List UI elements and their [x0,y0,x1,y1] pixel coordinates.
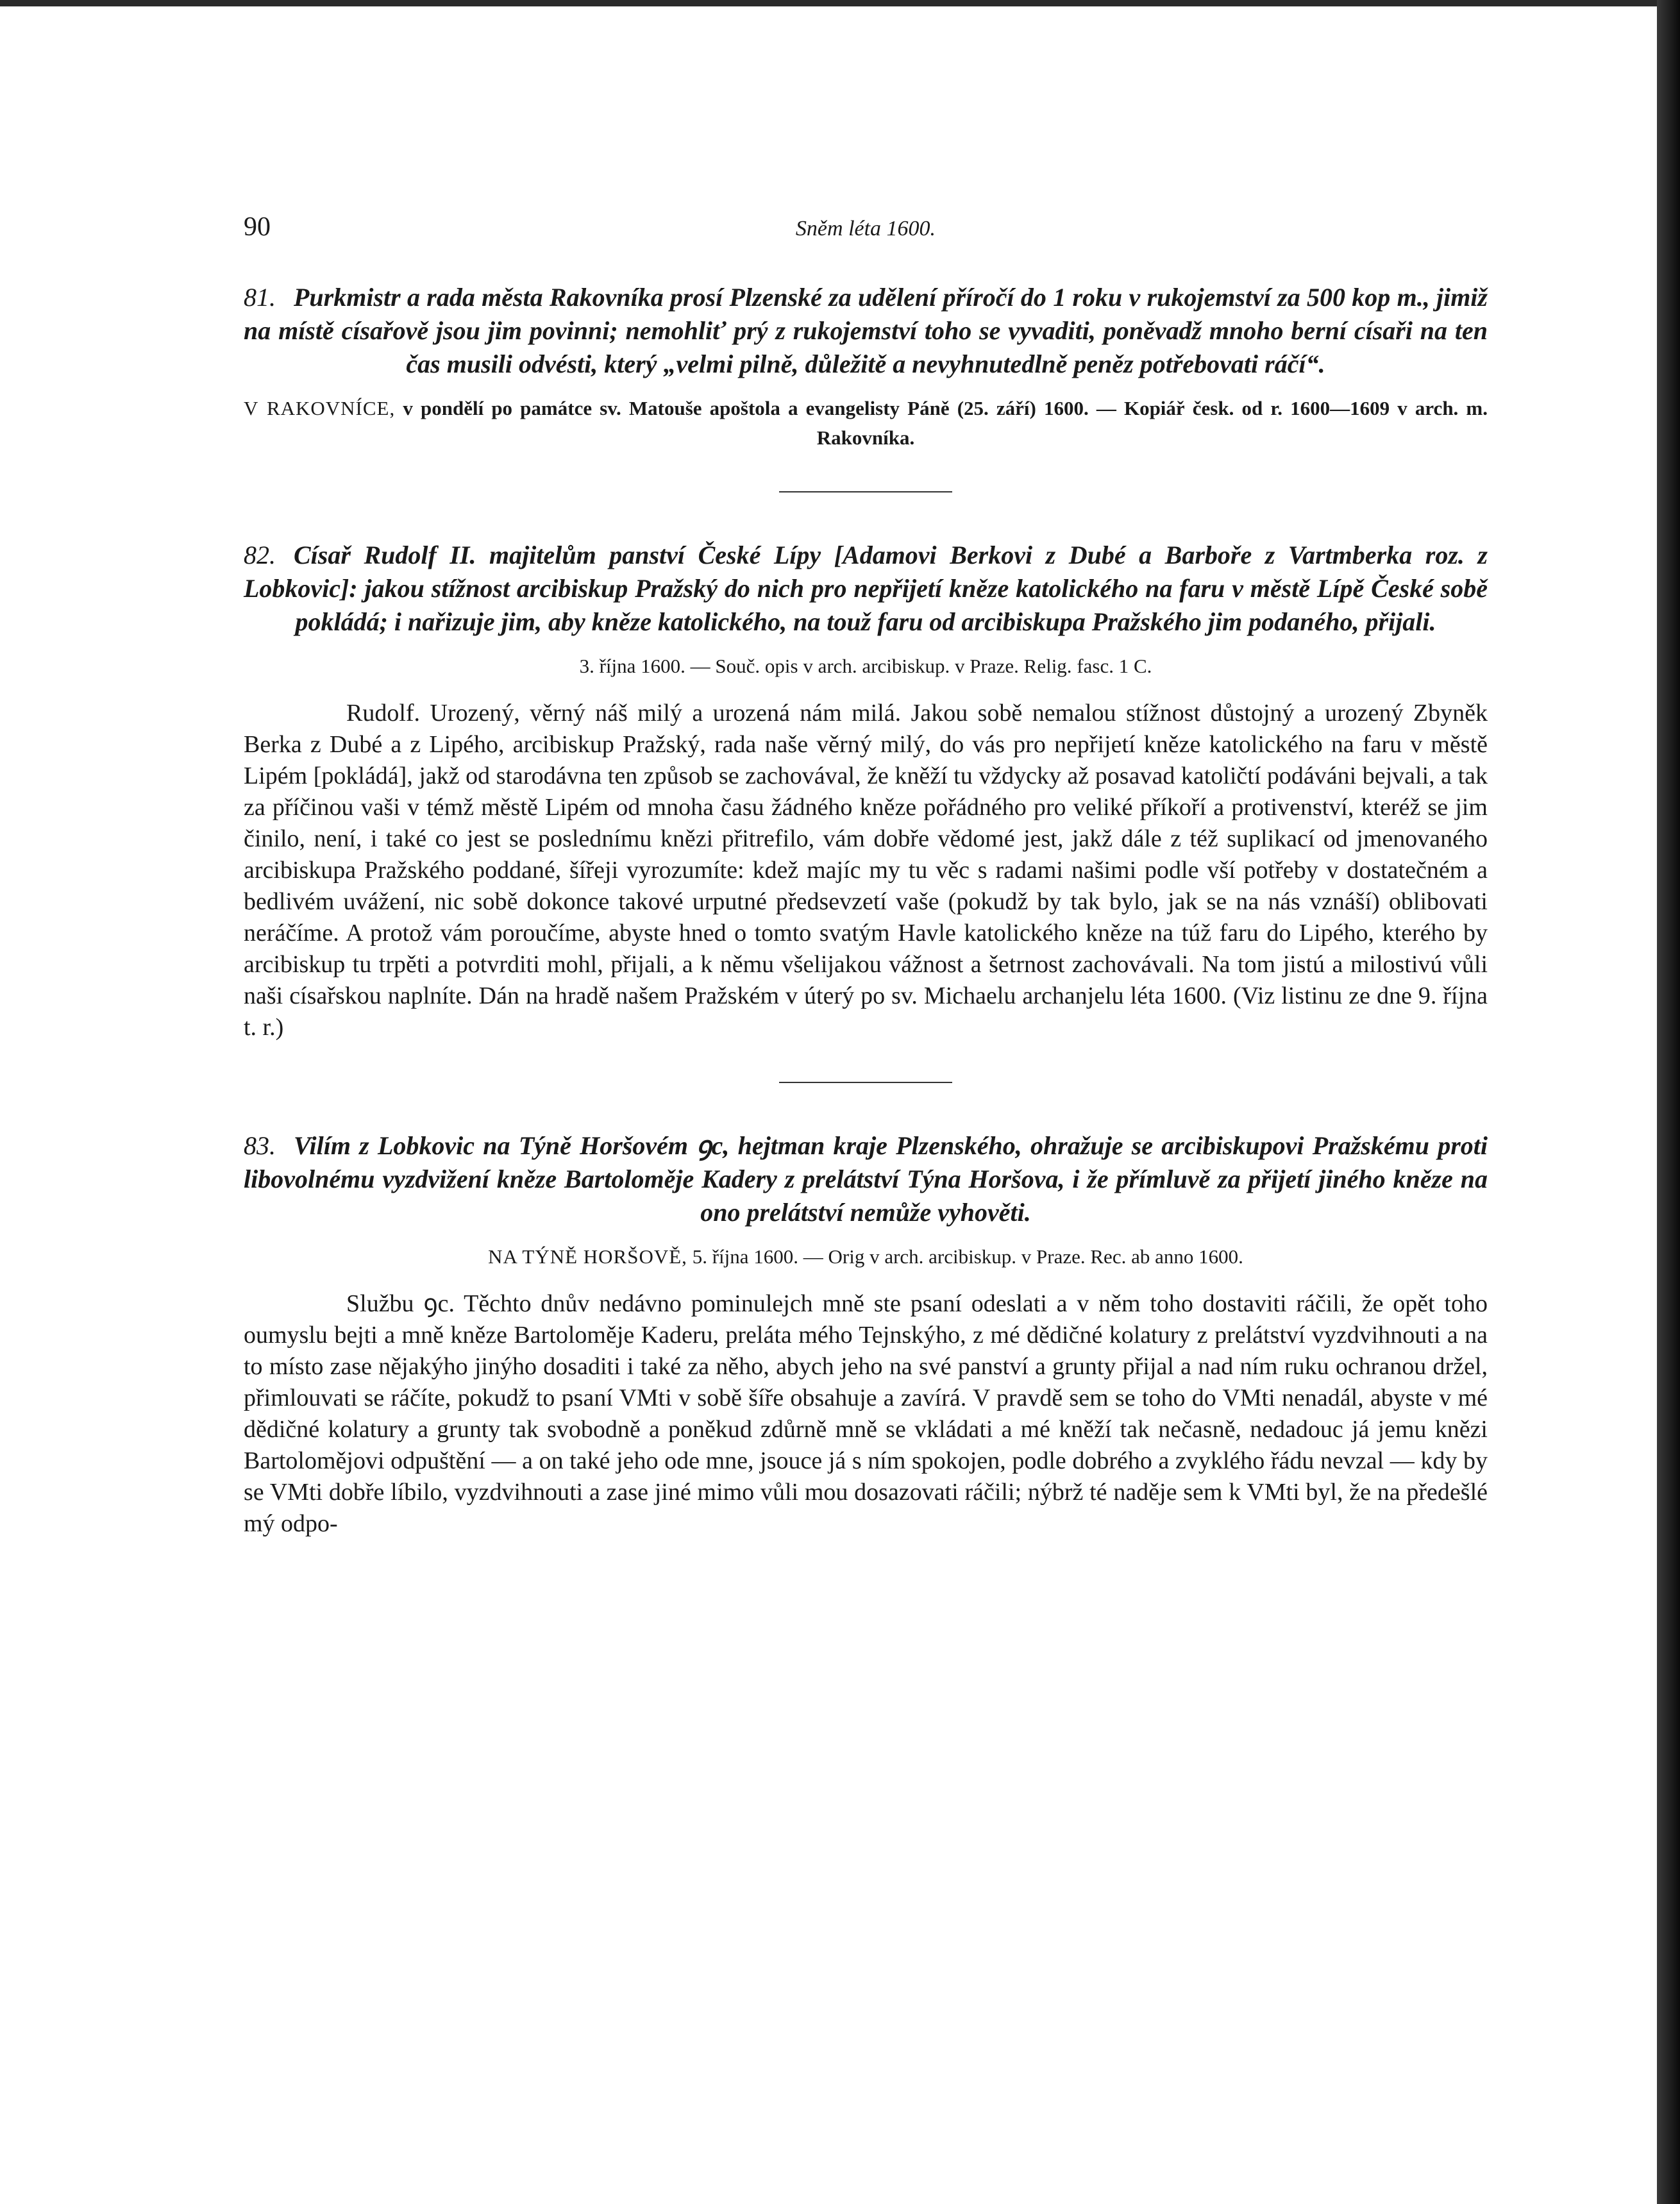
document-body: Rudolf. Urozený, věrný náš milý a urozená nám milá. Jakou sobě nemalou stížnost důstojný a urozený Zbyněk Berka z Dubé a z Lipého, arcibiskup Pražský, rada naše věrný milý, do vás pro nepřijetí kněze katolického na faru v městě Lipém [pokládá], jakž od starodávna ten způsob se zachovával, že kněží tu vždycky až posavad katoličtí podáváni bejvali, a tak za příčinou vaši v témž městě Lipém od mnoha času žádného kněze pořádného pro veliké příkoří a protivenství, kteréž se jim činilo, není, i také co jest se poslednímu knězi přitrefilo, vám dobře vědomé jest, jakž dále z též suplikací od jmenovaného arcibiskupa Pražského poddané, šířeji vyrozumíte: kdež majíc my tu věc s radami našimi podle vší potřeby v dostatečném a bedlivém uvážení, nic sobě dokonce takové urputné předsevzetí vaše (pokudž by tak bylo, jak se na nás vznáší) oblibovati neráčíme. A protož vám poroučíme, abyste hned o tomto svatým Havle katolického kněze na túž faru do Lipého, kterého by arcibiskup tu trpěti a potvrditi mohl, přijali, a k němu všelijakou vážnost a šetrnost zachovávali. Na tom jistú a milostivú vůli naši císařskou naplníte. Dán na hradě našem Pražském v úterý po sv. Michaelu archanjelu léta 1600. (Viz listinu ze dne 9. října t. r.) [244,700,1488,1041]
section-divider [779,1082,952,1083]
source-place: V RAKOVNÍCE, [244,397,396,419]
regest-text: Císař Rudolf II. majitelům panství České Lípy [Adamovi Berkovi z Dubé a Barboře z Vartmberka roz. z Lobkovic]: jakou stížnost arcibiskup Pražský do nich pro nepřijetí kněze katolického na faru v městě Lípě České sobě pokládá; i nařizuje jim, aby kněze katolického, na touž faru od arcibiskupa Pražského jim podaného, přijali. [244,541,1488,636]
source-note [244,394,1488,453]
page [244,212,1488,1540]
entry-81 [244,281,1488,453]
scan-border-top [0,0,1680,6]
source-note [244,1242,1488,1272]
page-number: 90 [244,212,271,242]
regest-text: Purkmistr a rada města Rakovníka prosí Plzenské za udělení příročí do 1 roku v rukojemství za 500 kop m., jimiž na místě císařově jsou jim povinni; nemohliť prý z rukojemství toho se vyvaditi, poněvadž mnoho berní císaři na ten čas musili odvésti, který „velmi pilně, důležitě a nevyhnutedlně peněz potřebovati ráčí“. [244,283,1488,378]
entry-number: 83. [244,1131,276,1160]
entry-83 [244,1129,1488,1540]
running-title: Sněm léta 1600. [795,217,936,240]
entry-82 [244,539,1488,1043]
entry-number: 81. [244,283,276,312]
regest-text: Vilím z Lobkovic na Týně Horšovém ꝯc, hejtman kraje Plzenského, ohražuje se arcibiskupovi Pražskému proti libovolnému vyzdvižení kněze Bartoloměje Kadery z prelátství Týna Horšova, i že přímluvě za přijetí jiného kněze na ono prelátství nemůže vyhověti. [244,1131,1488,1227]
source-rest: 5. října 1600. — Orig v arch. arcibiskup. v Praze. Rec. ab anno 1600. [692,1245,1243,1268]
source-rest: v pondělí po památce sv. Matouše apoštola a evangelisty Páně (25. září) 1600. — Kopiář česk. od r. 1600—1609 v arch. m. Rakovníka. [403,397,1488,449]
regest [244,539,1488,639]
regest [244,1129,1488,1229]
running-header [244,212,1488,257]
source-note: 3. října 1600. — Souč. opis v arch. arcibiskup. v Praze. Relig. fasc. 1 C. [579,655,1152,677]
section-divider [779,491,952,492]
regest [244,281,1488,381]
document-body: Službu ꝯc. Těchto dnův nedávno pominulejch mně ste psaní odeslati a v něm toho dostaviti ráčili, že opět toho oumyslu bejti a mně kněze Bartoloměje Kaderu, preláta mého Tejnskýho, z mé dědičné kolatury z prelátství vyzdvihnouti a na to místo zase nějakýho jinýho dosaditi i také za něho, abych jeho na své panství a grunty přijal a nad ním ruku ochranou držel, přimlouvati se ráčíte, pokudž to psaní VMti v sobě šíře obsahuje a zavírá. V pravdě sem se toho do VMti nenadál, abyste v mé dědičné kolatury a grunty tak svobodně a poněkud zdůrně mně se vkládati a mé kněží tak nečasně, nedadouc já jemu knězi Bartolomějovi odpuštění — a on také jeho ode mne, jsouce já s ním spokojen, podle dobrého a zvyklého řádu nevzal — kdy by se VMti dobře líbilo, vyzdvihnouti a zase jiné mimo vůli mou dosazovati ráčili; nýbrž té naděje sem k VMti byl, že na předešlé mý odpo- [244,1290,1488,1537]
entry-number: 82. [244,541,276,569]
source-place: NA TÝNĚ HORŠOVĚ, [488,1245,687,1268]
scan-border-right [1657,0,1680,2204]
